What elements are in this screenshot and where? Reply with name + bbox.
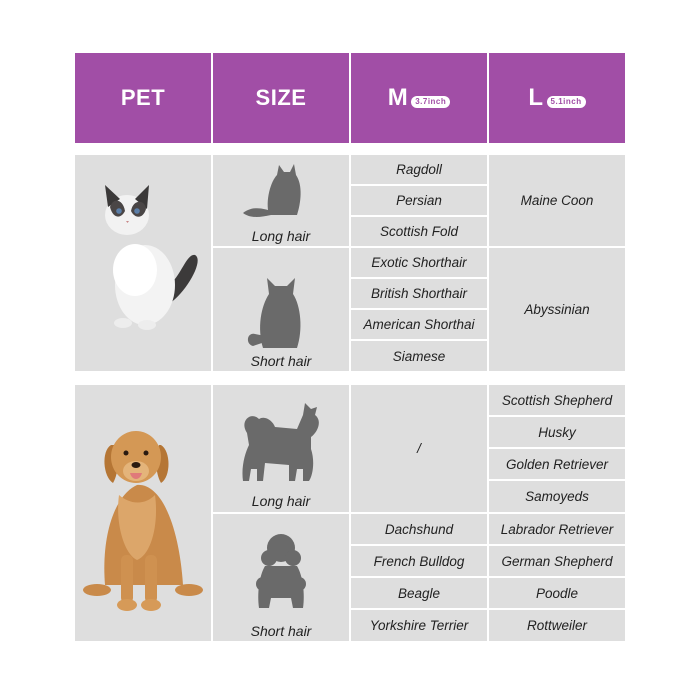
- dog-m-short-item: [351, 546, 487, 576]
- breed-label: French Bulldog: [373, 553, 465, 569]
- breed-label: Rottweiler: [526, 618, 588, 633]
- breed-label: Golden Retriever: [505, 456, 609, 472]
- cat-photo-cell: [75, 155, 211, 371]
- header-pet-label: PET: [120, 85, 166, 110]
- header-l-letter: L: [528, 84, 544, 111]
- cat-m-long-item: [351, 155, 487, 184]
- dog-short-hair-cell: [213, 514, 349, 641]
- breed-label: Husky: [538, 424, 576, 440]
- header-l-size-badge: 5.1inch: [547, 96, 586, 108]
- cat-m-long-item: [351, 186, 487, 215]
- short-hair-dog-icon: [213, 514, 349, 641]
- cat-short-hair-label: Short hair: [250, 353, 312, 369]
- breed-label: Yorkshire Terrier: [369, 618, 469, 633]
- dog-short-hair-label: Short hair: [250, 623, 312, 639]
- dog-l-long-item: [489, 481, 625, 512]
- dog-long-hair-label: Long hair: [251, 493, 311, 509]
- breed-label: Abyssinian: [524, 302, 590, 317]
- cat-l-long-item: [489, 155, 625, 246]
- breed-label: German Shepherd: [501, 553, 613, 569]
- cat-l-short-item: [489, 248, 625, 371]
- dog-photo: [75, 385, 211, 641]
- header-m-size-badge: 3.7inch: [411, 96, 450, 108]
- breed-label: Samoyeds: [525, 489, 589, 504]
- dog-l-short-item: [489, 514, 625, 544]
- breed-label: Siamese: [392, 348, 446, 364]
- breed-label: Persian: [396, 193, 442, 208]
- dog-l-long-item: [489, 449, 625, 479]
- breed-label: Poodle: [535, 585, 579, 601]
- cat-m-short-item: [351, 310, 487, 339]
- cat-photo: [75, 155, 211, 371]
- dog-l-long-item: [489, 417, 625, 447]
- cat-m-long-item: [351, 217, 487, 246]
- breed-label: American Shorthai: [363, 317, 475, 332]
- dog-m-short-item: [351, 578, 487, 608]
- dog-l-short-item: [489, 546, 625, 576]
- header-m: [351, 53, 487, 143]
- cat-m-short-item: [351, 341, 487, 371]
- breed-label: /: [417, 441, 421, 456]
- cat-long-hair-cell: [213, 155, 349, 246]
- header-size-label: SIZE: [255, 85, 307, 110]
- dog-m-short-item: [351, 610, 487, 641]
- header-m-letter: M: [387, 84, 409, 111]
- header-size: [213, 53, 349, 143]
- cat-short-hair-cell: [213, 248, 349, 371]
- header-l: [489, 53, 625, 143]
- cat-long-hair-label: Long hair: [251, 228, 311, 244]
- cat-m-short-item: [351, 279, 487, 308]
- dog-m-short-item: [351, 514, 487, 544]
- header-pet: [75, 53, 211, 143]
- breed-label: Dachshund: [384, 521, 454, 537]
- breed-label: British Shorthair: [370, 286, 468, 301]
- dog-l-short-item: [489, 610, 625, 641]
- breed-label: Maine Coon: [520, 193, 594, 208]
- breed-label: Labrador Retriever: [500, 521, 614, 537]
- dog-l-long-item: [489, 385, 625, 415]
- dog-m-long-item: [351, 385, 487, 512]
- breed-label: Ragdoll: [396, 162, 442, 177]
- dog-long-hair-cell: [213, 385, 349, 512]
- dog-l-short-item: [489, 578, 625, 608]
- breed-label: Beagle: [397, 585, 441, 601]
- dog-photo-cell: [75, 385, 211, 641]
- breed-label: Scottish Fold: [379, 224, 459, 239]
- cat-m-short-item: [351, 248, 487, 277]
- breed-label: Exotic Shorthair: [371, 255, 467, 270]
- breed-label: Scottish Shepherd: [501, 392, 613, 408]
